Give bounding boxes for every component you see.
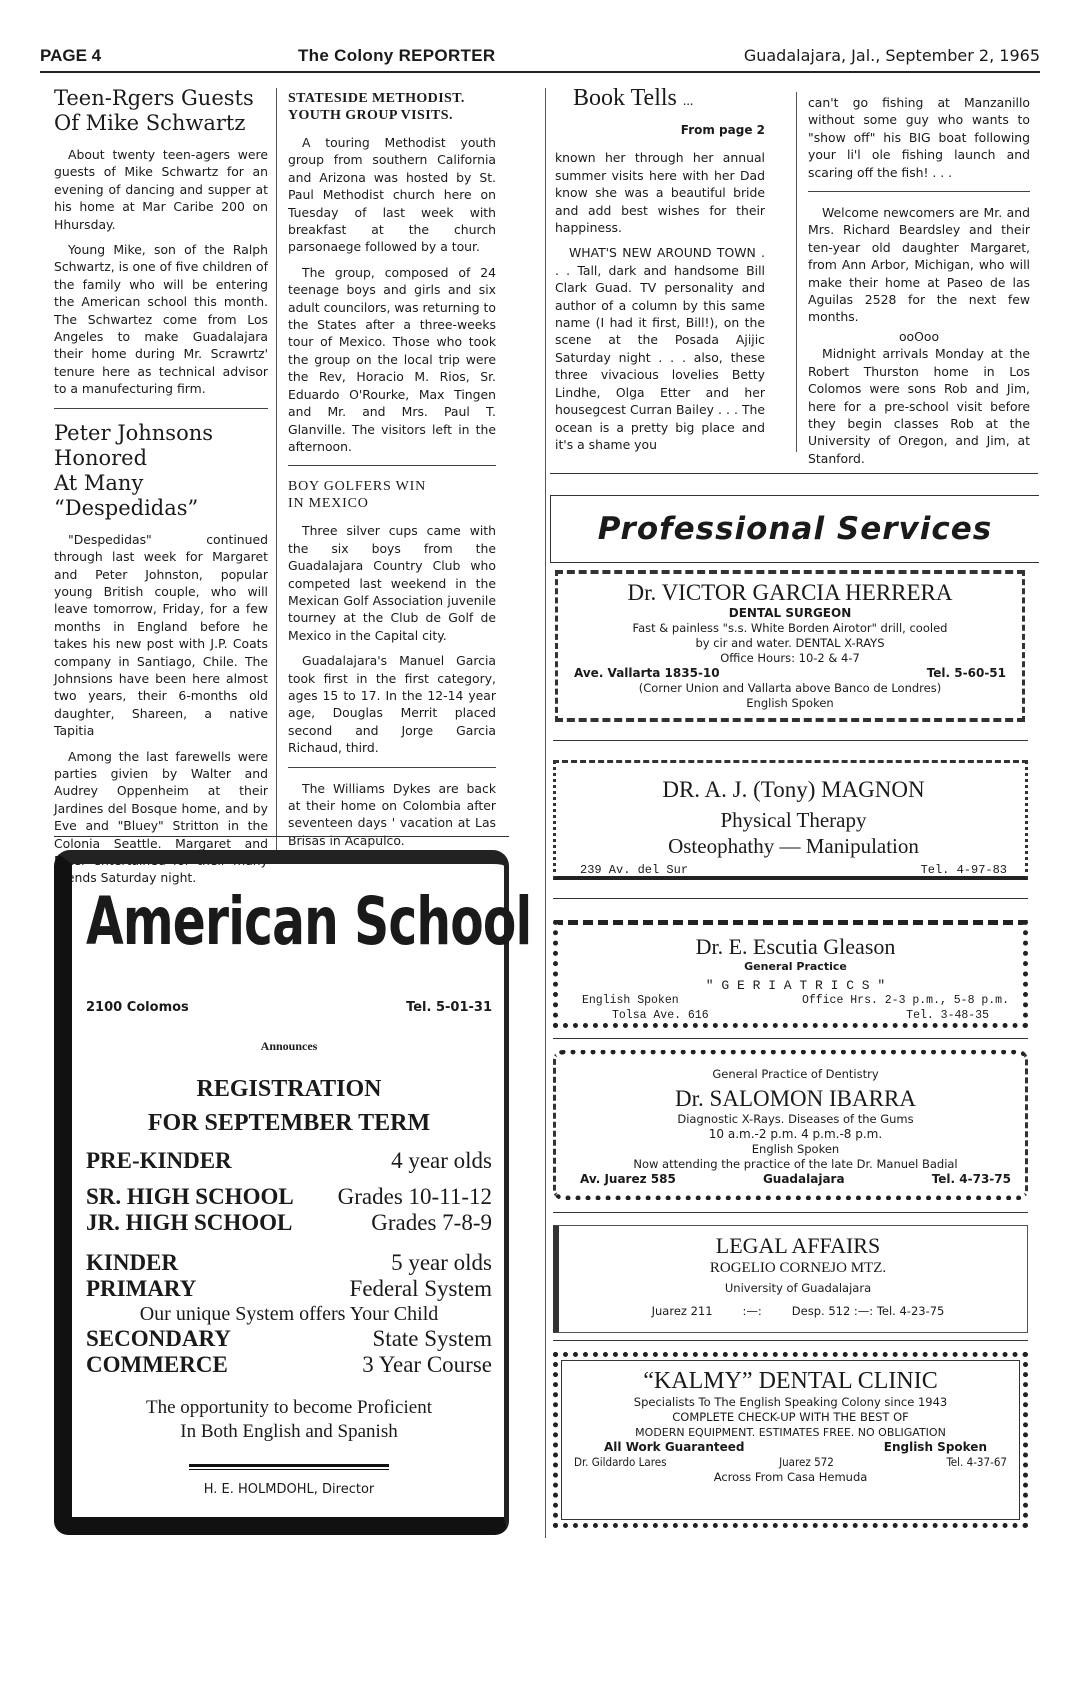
article-paragraph: "Despedidas" continued through last week for Margaret and Peter Johnston, popular young British couple, who will leave tomorrow, Friday, for a few months in England before he takes his new post with J.P. Coats company in Santiago, Chile. The Johnsions have been here almost two years, their 6-months old daughter, Shareen, a native Tapitia	[54, 531, 268, 739]
ad-doctor: Dr. Gildardo Lares	[574, 1455, 667, 1469]
ad-address: 239 Av. del Sur	[580, 863, 689, 877]
school-name: American School	[86, 883, 532, 960]
ad-name: ROGELIO CORNEJO MTZ.	[709, 1260, 887, 1276]
continued-from: From page 2	[680, 123, 765, 137]
column-rule	[796, 92, 797, 452]
ad-title: LEGAL AFFAIRS	[715, 1233, 881, 1258]
dateline: Guadalajara, Jal., September 2, 1965	[743, 46, 1040, 65]
section-rule	[553, 740, 1028, 741]
double-rule	[189, 1464, 389, 1470]
section-rule	[553, 898, 1028, 899]
ad-phone: Tel. 4-97-83	[920, 863, 1007, 877]
program-row: KINDER 5 year olds	[86, 1250, 492, 1275]
section-rule	[553, 1212, 1028, 1213]
ad-american-school: American School 2100 Colomos Tel. 5-01-31 Announces REGISTRATION FOR SEPTEMBER TERM PRE-KINDER 4 year olds SR. HIGH SCHOOL Grades 10-11-12 JR. HIGH SCHOOL Grades 7-8-9 KINDER 5 year olds PRIMARY Federal System Our unique System offers Your Child SECONDARY State System COMMERCE 3 Year Course The opportunity to become Proficient In Both English and Spanish H. E. HOLMDOHL, Director	[54, 850, 509, 1535]
ad-address: Tolsa Ave. 616	[612, 1009, 709, 1022]
column-rule	[545, 88, 546, 1538]
ad-phone: Tel. 3-48-35	[906, 1009, 989, 1022]
ad-phone: Tel. 5-60-51	[926, 666, 1006, 680]
masthead-rule	[40, 71, 1040, 73]
article-paragraph: Young Mike, son of the Ralph Schwartz, is one of five children of the family who will be entering the American school this month. The Schwartez come from Los Angeles to make Guadalajara their home during Mr. Scrawrtz' tenure here as technical advisor to a manufecturing firm.	[54, 242, 268, 397]
article-paragraph: The Williams Dykes are back at their home on Colombia after seventeen days ' vacation at Las Brisas in Acapulco.	[288, 780, 496, 848]
article-headline: Book Tells ...	[573, 85, 694, 111]
program-row: SR. HIGH SCHOOL Grades 10-11-12	[86, 1184, 492, 1209]
ad-address: Juarez 572	[779, 1455, 834, 1469]
ad-address: Juarez 211	[651, 1304, 713, 1318]
separator-ornament: ooOoo	[898, 328, 940, 344]
newspaper-title: The Colony REPORTER	[298, 46, 496, 65]
article-paragraph: Welcome newcomers are Mr. and Mrs. Richard Beardsley and their ten-year old daughter Margaret, from Ann Arbor, Michigan, who will make their home at Paseo de las Aguilas 2528 for the next few months.	[808, 205, 1030, 325]
masthead	[40, 40, 1040, 68]
article-divider	[288, 465, 496, 466]
article-paragraph: The group, composed of 24 teenage boys and girls and six adult councilors, was returning to the States after a three-weeks tour of Mexico. Those who took the group on the local trip were the Rev, Horacio M. Rios, Sr. Eduardo O'Rourke, Max Tingen and Mr. and Mrs. Paul T. Glanville. The visitors left in the afternoon.	[288, 264, 496, 454]
article-paragraph: About twenty teen-agers were guests of Mike Schwartz for an evening of dancing and supper at his home at Mar Caribe 200 on Hhursday.	[54, 147, 268, 232]
program-row: SECONDARY State System	[86, 1326, 492, 1351]
program-row: PRE-KINDER 4 year olds	[86, 1148, 492, 1173]
article-headline: STATESIDE METHODIST. YOUTH GROUP VISITS.	[288, 91, 465, 123]
registration-heading: REGISTRATION FOR SEPTEMBER TERM	[147, 1076, 431, 1136]
article-paragraph: known her through her annual summer visits here with her Dad know she was a beautiful bride and add best wishes for their happiness.	[555, 150, 765, 236]
professional-services-banner	[550, 495, 1039, 563]
column-4	[808, 94, 1030, 475]
column-2	[288, 90, 496, 857]
ad-phone: Desp. 512 :—: Tel. 4-23-75	[791, 1304, 945, 1318]
ad-ibarra: General Practice of Dentistry Dr. SALOMON IBARRA Diagnostic X-Rays. Diseases of the Gums 10 a.m.-2 p.m. 4 p.m.-8 p.m. English Spoken Now attending the practice of the late Dr. Manuel Badial Av. Juarez 585 Guadalajara Tel. 4-73-75	[553, 1050, 1028, 1200]
ad-phone: Tel. 4-37-67	[946, 1455, 1007, 1469]
column-3	[555, 84, 765, 461]
column-1	[54, 86, 268, 895]
ad-specialty: DENTAL SURGEON	[728, 606, 852, 620]
program-row: COMMERCE 3 Year Course	[86, 1352, 492, 1377]
article-paragraph: Guadalajara's Manuel Garcia took first in the first category, ages 15 to 17. In the 12-14 year age, Douglas Merrit placed second and Jorge Garcia Richaud, third.	[288, 653, 496, 756]
ad-name: Dr. E. Escutia Gleason	[695, 934, 896, 959]
ad-herrera: Dr. VICTOR GARCIA HERRERA DENTAL SURGEON Fast & painless "s.s. White Borden Airotor" drill, cooled by cir and water. DENTAL X-RAYS Office Hours: 10-2 & 4-7 Ave. Vallarta 1835-10 Tel. 5-60-51 (Corner Union and Vallarta above Banco de Londres) English Spoken	[555, 570, 1025, 722]
section-rule	[550, 473, 1038, 474]
section-rule	[553, 1038, 1028, 1039]
article-headline: Peter Johnsons Honored At Many “Despedidas”	[54, 420, 214, 520]
ad-name: “KALMY” DENTAL CLINIC	[643, 1368, 938, 1394]
ad-address: Av. Juarez 585	[580, 1172, 676, 1186]
ad-name: Dr. VICTOR GARCIA HERRERA	[627, 580, 953, 605]
article-divider	[54, 408, 268, 409]
ad-magnon: DR. A. J. (Tony) MAGNON Physical Therapy Osteophathy — Manipulation 239 Av. del Sur Tel. 4-97-83	[553, 760, 1028, 880]
program-row: PRIMARY Federal System	[86, 1276, 492, 1301]
school-phone: Tel. 5-01-31	[406, 1000, 492, 1015]
article-headline: Teen-Rgers Guests Of Mike Schwartz	[54, 86, 254, 135]
article-headline: BOY GOLFERS WIN IN MEXICO	[288, 479, 427, 512]
article-paragraph: A touring Methodist youth group from southern California and Arizona was hosted by St. Paul Methodist church here on Tuesday of last week with breakfast at the church parsonaege followed by a tour.	[288, 135, 496, 255]
school-address: 2100 Colomos	[86, 1000, 189, 1015]
ad-name: DR. A. J. (Tony) MAGNON	[662, 777, 925, 802]
ad-legal: LEGAL AFFAIRS ROGELIO CORNEJO MTZ. University of Guadalajara Juarez 211 :—: Desp. 512 :—: Tel. 4-23-75	[553, 1225, 1028, 1333]
ad-gleason: Dr. E. Escutia Gleason General Practice " G E R I A T R I C S " English Spoken Office Hrs. 2-3 p.m., 5-8 p.m. Tolsa Ave. 616 Tel. 3-48-35	[553, 920, 1028, 1028]
article-paragraph: WHAT'S NEW AROUND TOWN . . . Tall, dark and handsome Bill Clark Guad. TV personality and author of a column by this same name (I had it first, Bill!), on the scene at the Posada Ajijic Saturday night . . . also, these three vivacious lovelies Betty Lindhe, Olga Etter and her housegcest Curran Bailey . . . The ocean is a pretty big place and it's a shame you	[555, 245, 765, 452]
article-paragraph: Midnight arrivals Monday at the Robert Thurston home in Los Colomos were sons Rob and Jim, here for a pre-school visit before they begin classes Rob at the University of Oregon, and Jim, at Stanford.	[808, 346, 1030, 466]
section-rule	[54, 836, 509, 837]
article-divider	[808, 191, 1030, 192]
ad-phone: Tel. 4-73-75	[931, 1172, 1011, 1186]
column-rule	[276, 88, 277, 853]
ad-kalmy: “KALMY” DENTAL CLINIC Specialists To The English Speaking Colony since 1943 COMPLETE CHECK-UP WITH THE BEST OF MODERN EQUIPMENT. ESTIMATES FREE. NO OBLIGATION All Work Guaranteed English Spoken Dr. Gildardo Lares Juarez 572 Tel. 4-37-67 Across From Casa Hemuda	[553, 1352, 1028, 1528]
school-tagline: The opportunity to become Proficient In Both English and Spanish	[146, 1397, 432, 1442]
ad-name: Dr. SALOMON IBARRA	[675, 1086, 916, 1111]
page-number: PAGE 4	[40, 46, 102, 65]
ad-address: Ave. Vallarta 1835-10	[574, 666, 720, 680]
article-paragraph: Three silver cups came with the six boys from the Guadalajara Country Club who competed last weekend in the Mexican Golf Association juvenile tourney at the Club de Golf de Mexico in the Capital city.	[288, 523, 496, 643]
article-paragraph: can't go fishing at Manzanillo without some guy who wants to "show off" his BIG boat following your li'l ole fishing launch and scaring off the fish! . . .	[808, 95, 1030, 180]
article-divider	[288, 767, 496, 768]
school-director: H. E. HOLMDOHL, Director	[203, 1482, 375, 1497]
section-rule	[553, 1340, 1028, 1341]
professional-services-title: Professional Services	[597, 511, 993, 547]
article-paragraph: Among the last farewells were parties givien by Walter and Audrey Oppenheim at their Jardines del Bosque home, and by Eve and "Bluey" Stritton in the Colonia Seattle. Margaret and Peter entertained for their many friends Saturday night.	[54, 748, 268, 886]
program-row: JR. HIGH SCHOOL Grades 7-8-9	[86, 1210, 492, 1235]
